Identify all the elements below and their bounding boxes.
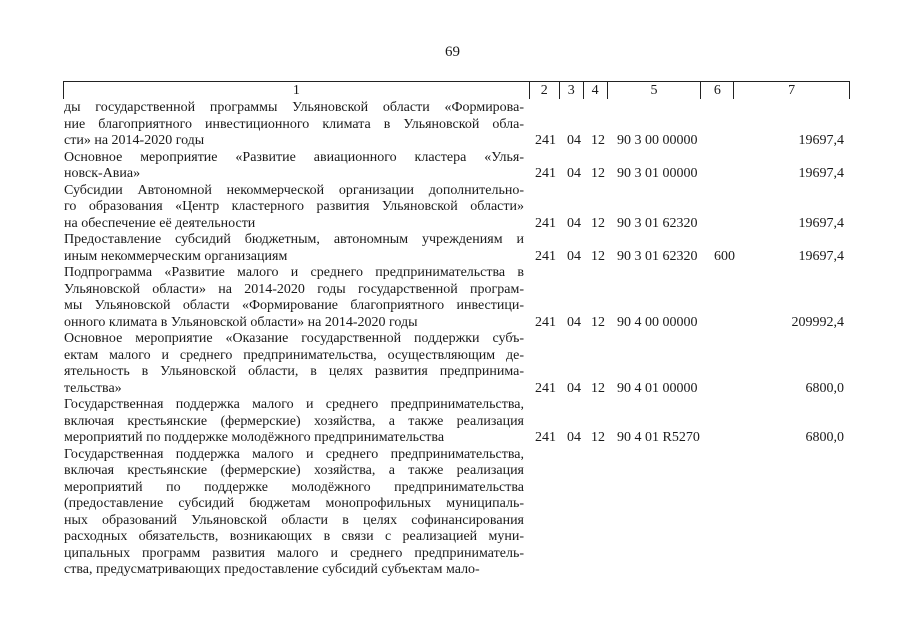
- description-line: Государственная поддержка малого и среднего предпринимательства,: [64, 397, 524, 412]
- amount-value: 209992,4: [791, 314, 844, 330]
- description-line: включая крестьянские (фермерские) хозяйства, а также реализация: [64, 413, 524, 429]
- row-codes: [64, 249, 850, 266]
- description-line: Субсидии Автономной некоммерческой организации дополнительно-: [64, 182, 524, 198]
- amount-value: 6800,0: [805, 430, 844, 445]
- column-header-6: 6: [701, 82, 734, 99]
- table-row: [64, 183, 850, 233]
- description-line: ства, предусматривающих предоставление субсидий субъектам мало-: [64, 562, 480, 577]
- row-codes: [64, 133, 850, 150]
- row-codes: [64, 315, 850, 332]
- description-line: мероприятий по поддержке молодёжного предпринимательства: [64, 430, 445, 445]
- amount-value: 19697,4: [798, 166, 844, 181]
- description-line: ние благоприятного инвестиционного климата в Ульяновской обла-: [64, 116, 524, 132]
- description-line: ятельность в Ульяновской области, в целях развития предпринима-: [64, 364, 524, 379]
- expense-type-code: 600: [714, 248, 735, 264]
- table-row: [64, 232, 850, 265]
- subsection-code: 12: [591, 166, 605, 181]
- description-line: мероприятий по поддержке молодёжного предпринимательства: [64, 479, 524, 495]
- target-article-code: 90 4 00 00000: [617, 314, 698, 330]
- amount-value: 19697,4: [798, 215, 844, 231]
- description-line: онного климата в Ульяновской области» на 2014-2020 годы: [64, 314, 418, 330]
- target-article-code: 90 3 01 00000: [617, 166, 698, 181]
- table-row: [64, 100, 850, 150]
- row-codes: [64, 216, 850, 233]
- description-line: тельства»: [64, 380, 122, 396]
- row-description: [64, 447, 524, 579]
- budget-table-body: [64, 100, 850, 579]
- table-column-header: [63, 81, 850, 99]
- subsection-code: 12: [591, 380, 605, 396]
- section-code: 04: [567, 133, 581, 148]
- target-article-code: 90 4 01 00000: [617, 380, 698, 396]
- row-codes: [64, 562, 850, 579]
- description-line: иным некоммерческим организациям: [64, 248, 288, 264]
- description-line: ных образований Ульяновской области в целях софинансирования: [64, 512, 524, 528]
- description-line: на обеспечение её деятельности: [64, 215, 256, 231]
- description-line: Подпрограмма «Развитие малого и среднего предпринимательства в: [64, 265, 524, 280]
- description-line: мы Ульяновской области «Формирование благоприятного инвестици-: [64, 298, 524, 313]
- table-row: [64, 447, 850, 579]
- description-line: сти» на 2014-2020 годы: [64, 133, 205, 148]
- description-line: ектам малого и среднего предпринимательства, осуществляющим де-: [64, 347, 524, 363]
- description-line: новск-Авиа»: [64, 166, 141, 181]
- section-code: 04: [567, 430, 581, 445]
- description-line: ципальных программ развития малого и среднего предприниматель-: [64, 545, 524, 561]
- admin-code: 241: [535, 215, 556, 231]
- section-code: 04: [567, 215, 581, 231]
- column-header-3: 3: [560, 82, 584, 99]
- admin-code: 241: [535, 133, 556, 148]
- section-code: 04: [567, 248, 581, 264]
- section-code: 04: [567, 166, 581, 181]
- description-line: включая крестьянские (фермерские) хозяйства, а также реализация: [64, 463, 524, 478]
- admin-code: 241: [535, 248, 556, 264]
- amount-value: 19697,4: [798, 248, 844, 264]
- target-article-code: 90 4 01 R5270: [617, 430, 700, 445]
- column-header-4: 4: [584, 82, 608, 99]
- table-row: [64, 331, 850, 397]
- description-line: Государственная поддержка малого и среднего предпринимательства,: [64, 446, 524, 462]
- description-line: Основное мероприятие «Оказание государственной поддержки субъ-: [64, 331, 524, 346]
- admin-code: 241: [535, 430, 556, 445]
- description-line: ды государственной программы Ульяновской области «Формирова-: [64, 100, 524, 115]
- description-line: го образования «Центр кластерного развития Ульяновской области»: [64, 199, 524, 214]
- column-header-7: 7: [788, 83, 796, 98]
- admin-code: 241: [535, 166, 556, 181]
- page-number: 69: [445, 44, 460, 60]
- description-line: Предоставление субсидий бюджетным, автономным учреждениям и: [64, 232, 524, 247]
- subsection-code: 12: [591, 133, 605, 148]
- description-line: расходных обязательств, возникающих в связи с реализацией муни-: [64, 529, 524, 544]
- subsection-code: 12: [591, 215, 605, 231]
- table-row: [64, 265, 850, 331]
- description-line: Ульяновской области» на 2014-2020 годы государственной програм-: [64, 281, 524, 297]
- table-row: [64, 397, 850, 447]
- target-article-code: 90 3 01 62320: [617, 215, 698, 231]
- description-line: Основное мероприятие «Развитие авиационного кластера «Улья-: [64, 149, 524, 165]
- row-codes: [64, 381, 850, 398]
- admin-code: 241: [535, 380, 556, 396]
- table-row: [64, 150, 850, 183]
- target-article-code: 90 3 00 00000: [617, 133, 698, 148]
- amount-value: 19697,4: [798, 133, 844, 148]
- column-header-1: 1: [64, 82, 530, 99]
- target-article-code: 90 3 01 62320: [617, 248, 698, 264]
- column-header-5: 5: [608, 82, 702, 99]
- row-codes: [64, 166, 850, 183]
- admin-code: 241: [535, 314, 556, 330]
- subsection-code: 12: [591, 248, 605, 264]
- description-line: (предоставление субсидий бюджетам монопрофильных муниципаль-: [64, 496, 524, 511]
- column-header-2: 2: [530, 82, 560, 99]
- section-code: 04: [567, 314, 581, 330]
- subsection-code: 12: [591, 314, 605, 330]
- section-code: 04: [567, 380, 581, 396]
- subsection-code: 12: [591, 430, 605, 445]
- amount-value: 6800,0: [805, 380, 844, 396]
- row-codes: [64, 430, 850, 447]
